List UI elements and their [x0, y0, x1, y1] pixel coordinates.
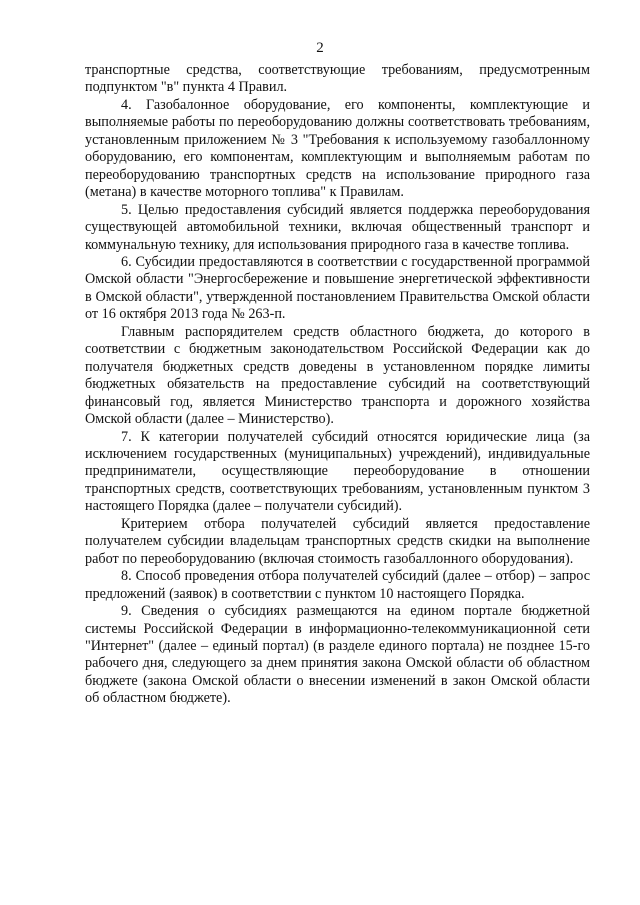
- paragraph-item-7-criterion: Критерием отбора получателей субсидий является предоставление получателем субсидии владельцам транспортных средств скидки на выполнение работ по переоборудованию (включая стоимость газобаллонного оборудования).: [85, 515, 590, 567]
- document-body: [85, 62, 590, 708]
- paragraph-item-8: 8. Способ проведения отбора получателей субсидий (далее – отбор) – запрос предложений (заявок) в соответствии с пунктом 10 настоящего Порядка.: [85, 568, 590, 602]
- paragraph-item-4: 4. Газобалонное оборудование, его компоненты, комплектующие и выполняемые работы по переоборудованию должны соответствовать требованиям, установленным приложением № 3 "Требования к используемому газобаллонному оборудованию, его компонентам, комплектующим и выполняемым работам по переоборудованию транспортных средств на использование природного газа (метана) в качестве моторного топлива" к Правилам.: [85, 96, 590, 201]
- paragraph-item-9: 9. Сведения о субсидиях размещаются на едином портале бюджетной системы Российской Федерации в информационно-телекоммуникационной сети "Интернет" (далее – единый портал) (в разделе единого портала) не позднее 15-го рабочего дня, следующего за днем принятия закона Омской области об областном бюджете (закона Омской области о внесении изменений в закон Омской области об областном бюджете).: [85, 603, 590, 707]
- paragraph-item-6: 6. Субсидии предоставляются в соответствии с государственной программой Омской области "Энергосбережение и повышение энергетической эффективности в Омской области", утвержденной постановлением Правительства Омской области от 16 октября 2013 года № 263-п.: [85, 253, 590, 323]
- page-number: 2: [316, 40, 324, 56]
- paragraph-item-5: 5. Целью предоставления субсидий является поддержка переоборудования существующей автомобильной техники, включая общественный транспорт и коммунальную технику, для использования природного газа в качестве топлива.: [85, 201, 590, 253]
- paragraph-item-7: 7. К категории получателей субсидий относятся юридические лица (за исключением государственных (муниципальных) учреждений), индивидуальные предприниматели, осуществляющие переоборудование в отношении транспортных средств, соответствующих требованиям, установленным пунктом 3 настоящего Порядка (далее – получатели субсидий).: [85, 428, 590, 515]
- paragraph-continuation: транспортные средства, соответствующие требованиям, предусмотренным подпунктом "в" пункта 4 Правил.: [85, 62, 590, 96]
- paragraph-item-6-main-administrator: Главным распорядителем средств областного бюджета, до которого в соответствии с бюджетным законодательством Российской Федерации как до получателя бюджетных средств доведены в установленном порядке лимиты бюджетных обязательств на предоставление субсидий на соответствующий финансовый год, является Министерство транспорта и дорожного хозяйства Омской области (далее – Министерство).: [85, 323, 590, 428]
